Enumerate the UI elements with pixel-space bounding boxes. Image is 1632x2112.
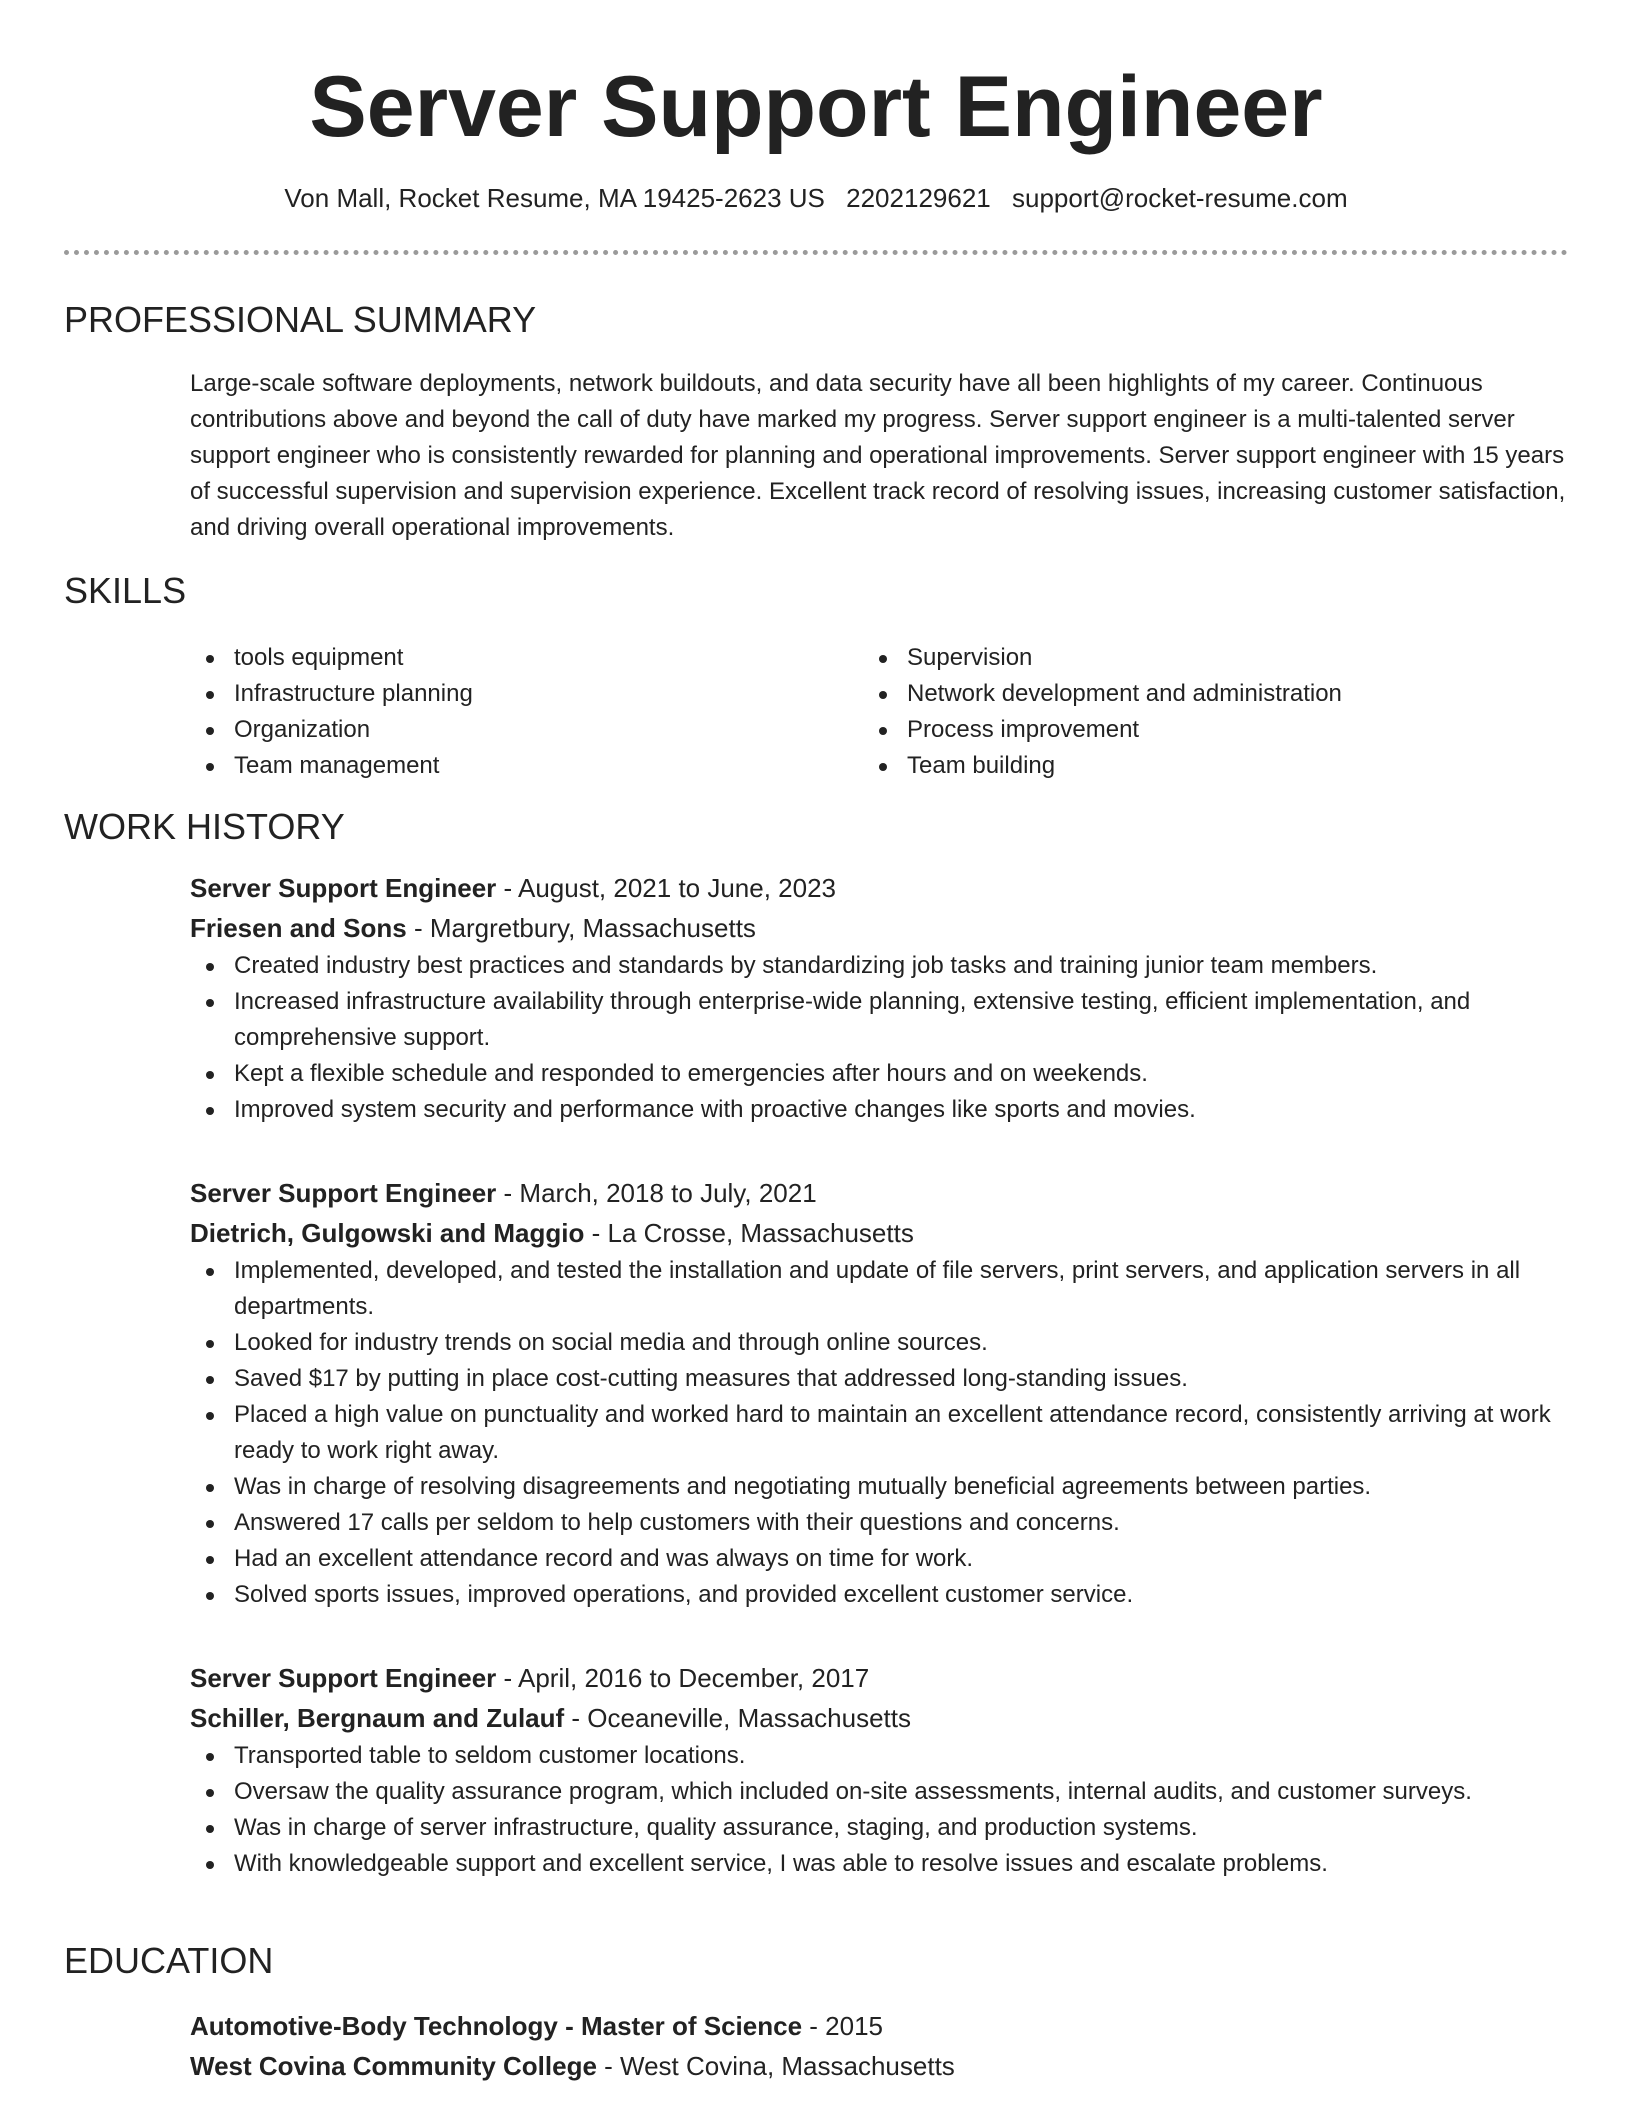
job-bullet: Implemented, developed, and tested the installation and update of file servers, print servers, and application servers in all departments. bbox=[190, 1253, 1568, 1325]
education-school-line bbox=[190, 2046, 1568, 2086]
job-company-line bbox=[190, 1698, 1568, 1738]
job-role: Server Support Engineer bbox=[190, 873, 497, 903]
education-location: - West Covina, Massachusetts bbox=[596, 2051, 955, 2081]
job-bullet: Placed a high value on punctuality and worked hard to maintain an excellent attendance record, consistently arriving at work ready to work right away. bbox=[190, 1397, 1568, 1469]
job-location: - Margretbury, Massachusetts bbox=[406, 913, 756, 943]
job-bullet: Was in charge of resolving disagreements and negotiating mutually beneficial agreements between parties. bbox=[190, 1469, 1568, 1505]
contact-address: Von Mall, Rocket Resume, MA 19425-2623 US bbox=[284, 183, 825, 213]
education-entry bbox=[190, 2006, 1568, 2086]
summary-text: Large-scale software deployments, network buildouts, and data security have all been highlights of my career. Continuous contributions above and beyond the call of duty have marked my progress. Server support engineer is a multi-talented server support engineer who is consistently rewarded for planning and operational improvements. Server support engineer with 15 years of successful supervision and supervision experience. Excellent track record of resolving issues, increasing customer satisfaction, and driving overall operational improvements. bbox=[190, 370, 1566, 541]
skill-item: tools equipment bbox=[190, 640, 473, 676]
job-company-line bbox=[190, 908, 1568, 948]
job-dates: - March, 2018 to July, 2021 bbox=[496, 1178, 817, 1208]
skill-item: Team management bbox=[190, 748, 473, 784]
contact-phone: 2202129621 bbox=[846, 183, 991, 213]
resume-name-title: Server Support Engineer bbox=[309, 59, 1323, 155]
job-bullet: Was in charge of server infrastructure, quality assurance, staging, and production systems. bbox=[190, 1810, 1568, 1846]
job-bullet: Increased infrastructure availability through enterprise-wide planning, extensive testing, efficient implementation, and comprehensive support. bbox=[190, 984, 1568, 1056]
job-role: Server Support Engineer bbox=[190, 1178, 497, 1208]
job-dates: - August, 2021 to June, 2023 bbox=[496, 873, 837, 903]
contact-line bbox=[0, 178, 1632, 218]
section-title-education: EDUCATION bbox=[64, 1940, 274, 1981]
job-bullet: Looked for industry trends on social media and through online sources. bbox=[190, 1325, 1568, 1361]
section-title-summary: PROFESSIONAL SUMMARY bbox=[64, 299, 537, 340]
job-role-line bbox=[190, 868, 1568, 908]
skill-item: Infrastructure planning bbox=[190, 676, 473, 712]
skills-list-right bbox=[863, 640, 1342, 784]
header-divider bbox=[64, 250, 1568, 255]
skill-item: Supervision bbox=[863, 640, 1342, 676]
job-dates: - April, 2016 to December, 2017 bbox=[496, 1663, 870, 1693]
job-company: Friesen and Sons bbox=[190, 913, 407, 943]
job-bullet: Answered 17 calls per seldom to help customers with their questions and concerns. bbox=[190, 1505, 1568, 1541]
job-role: Server Support Engineer bbox=[190, 1663, 497, 1693]
job-bullet: Oversaw the quality assurance program, which included on-site assessments, internal audits, and customer surveys. bbox=[190, 1774, 1568, 1810]
job-bullet: Transported table to seldom customer locations. bbox=[190, 1738, 1568, 1774]
job-bullet: With knowledgeable support and excellent service, I was able to resolve issues and escalate problems. bbox=[190, 1846, 1568, 1882]
education-degree-line bbox=[190, 2006, 1568, 2046]
education-year: - 2015 bbox=[802, 2011, 883, 2041]
job-entry bbox=[190, 868, 1568, 1128]
job-bullet: Solved sports issues, improved operations, and provided excellent customer service. bbox=[190, 1577, 1568, 1613]
section-title-work-history: WORK HISTORY bbox=[64, 806, 345, 847]
job-bullet: Created industry best practices and standards by standardizing job tasks and training junior team members. bbox=[190, 948, 1568, 984]
education-degree: Automotive-Body Technology - Master of Science bbox=[190, 2011, 803, 2041]
skills-list-left bbox=[190, 640, 473, 784]
job-bullet: Saved $17 by putting in place cost-cutting measures that addressed long-standing issues. bbox=[190, 1361, 1568, 1397]
job-bullet: Had an excellent attendance record and was always on time for work. bbox=[190, 1541, 1568, 1577]
job-bullet-list bbox=[190, 1738, 1568, 1882]
job-role-line bbox=[190, 1173, 1568, 1213]
skill-item: Process improvement bbox=[863, 712, 1342, 748]
job-company-line bbox=[190, 1213, 1568, 1253]
contact-email[interactable]: support@rocket-resume.com bbox=[1011, 183, 1348, 213]
education-school: West Covina Community College bbox=[190, 2051, 597, 2081]
skill-item: Network development and administration bbox=[863, 676, 1342, 712]
job-location: - Oceaneville, Massachusetts bbox=[564, 1703, 911, 1733]
section-title-skills: SKILLS bbox=[64, 570, 187, 611]
job-entry bbox=[190, 1173, 1568, 1613]
job-bullet: Kept a flexible schedule and responded to emergencies after hours and on weekends. bbox=[190, 1056, 1568, 1092]
job-bullet: Improved system security and performance with proactive changes like sports and movies. bbox=[190, 1092, 1568, 1128]
job-location: - La Crosse, Massachusetts bbox=[584, 1218, 914, 1248]
job-entry bbox=[190, 1658, 1568, 1882]
skill-item: Team building bbox=[863, 748, 1342, 784]
job-role-line bbox=[190, 1658, 1568, 1698]
job-company: Schiller, Bergnaum and Zulauf bbox=[190, 1703, 565, 1733]
skill-item: Organization bbox=[190, 712, 473, 748]
job-bullet-list bbox=[190, 1253, 1568, 1613]
job-company: Dietrich, Gulgowski and Maggio bbox=[190, 1218, 585, 1248]
job-bullet-list bbox=[190, 948, 1568, 1128]
